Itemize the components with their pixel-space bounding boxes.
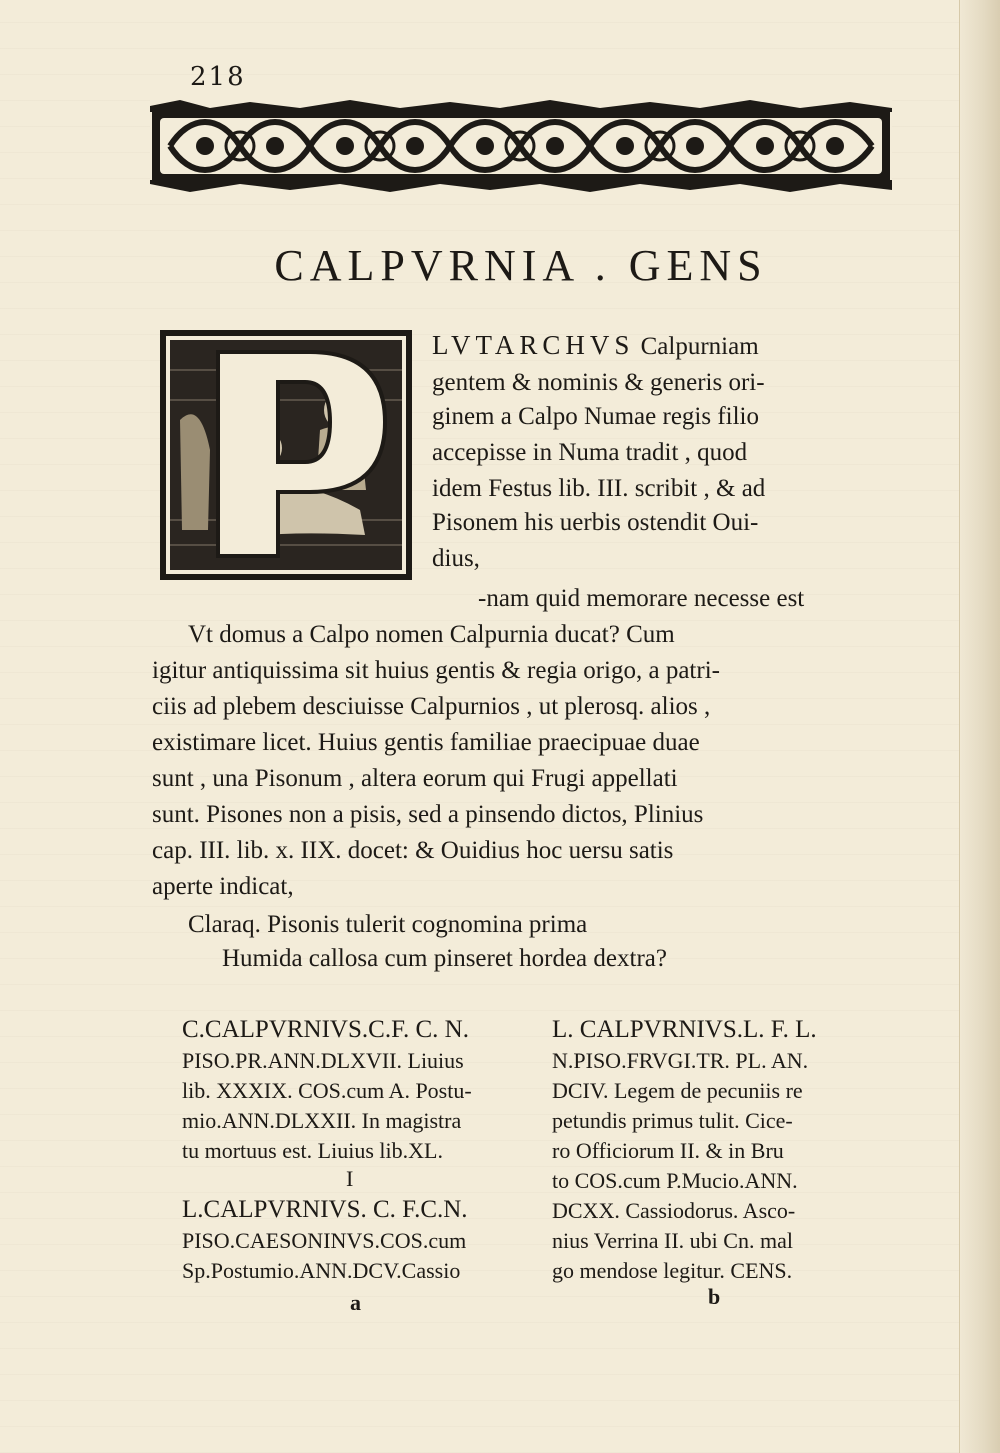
body-line-1 — [432, 330, 759, 362]
left-entry1-line-3: mio.ANN.DLXXII. In magistra — [182, 1108, 462, 1133]
right-entry1-line-3: petundis primus tulit. Cice- — [552, 1108, 793, 1133]
verse-line-1: -nam quid memorare necesse est — [478, 585, 805, 612]
page-number: 218 — [190, 62, 246, 92]
verse-line-3: Claraq. Pisonis tulerit cognomina prima — [188, 911, 588, 938]
body-line-4: accepisse in Numa tradit , quod — [432, 439, 748, 466]
body-line-1-text: Calpurniam — [640, 333, 759, 360]
right-entry1-line-1: N.PISO.FRVGI.TR. PL. AN. — [552, 1048, 809, 1073]
right-entry1-line-8: go mendose legitur. CENS. — [552, 1258, 793, 1283]
signature-mark-b: b — [708, 1284, 721, 1309]
left-entry2-line-1: PISO.CAESONINVS.COS.cum — [182, 1228, 467, 1253]
section-title: CALPVRNIA . GENS — [274, 241, 768, 290]
verse-line-4: Humida callosa cum pinseret hordea dextra? — [222, 945, 667, 972]
right-entry1-line-6: DCXX. Cassiodorus. Asco- — [552, 1198, 796, 1223]
lead-small-caps: LVTARCHVS — [432, 330, 635, 360]
left-entry2-heading: L.CALPVRNIVS. C. F.C.N. — [182, 1196, 468, 1223]
left-entry1-heading: C.CALPVRNIVS.C.F. C. N. — [182, 1016, 469, 1043]
headpiece-ornament — [150, 100, 892, 192]
right-entry1-line-4: ro Officiorum II. & in Bru — [552, 1138, 784, 1163]
left-entry2-line-2: Sp.Postumio.ANN.DCV.Cassio — [182, 1258, 461, 1283]
left-entry1-line-4: tu mortuus est. Liuius lib.XL. — [182, 1138, 443, 1163]
body-line-15: cap. III. lib. x. IIX. docet: & Ouidius hoc uersu satis — [152, 837, 674, 864]
body-line-3: ginem a Calpo Numae regis filio — [432, 403, 760, 430]
left-entry1-line-2: lib. XXXIX. COS.cum A. Postu- — [182, 1078, 472, 1103]
left-entry1-line-1: PISO.PR.ANN.DLXVII. Liuius — [182, 1048, 464, 1073]
right-entry1-line-7: nius Verrina II. ubi Cn. mal — [552, 1228, 793, 1253]
right-entry1-line-5: to COS.cum P.Mucio.ANN. — [552, 1168, 798, 1193]
body-line-7: dius, — [432, 545, 480, 572]
body-line-5: idem Festus lib. III. scribit , & ad — [432, 475, 766, 502]
left-entry1-marker: I — [346, 1166, 354, 1191]
body-line-14: sunt. Pisones non a pisis, sed a pinsendo dictos, Plinius — [152, 801, 704, 828]
signature-mark-a: a — [350, 1290, 361, 1315]
body-line-2: gentem & nominis & generis ori- — [432, 369, 765, 396]
body-line-13: sunt , una Pisonum , altera eorum qui Frugi appellati — [152, 765, 678, 792]
body-line-12: existimare licet. Huius gentis familiae praecipuae duae — [152, 729, 700, 756]
body-line-11: ciis ad plebem desciuisse Calpurnios , ut plerosq. alios , — [152, 693, 711, 720]
page-gutter — [959, 0, 1000, 1453]
right-entry1-line-2: DCIV. Legem de pecuniis re — [552, 1078, 803, 1103]
body-line-16: aperte indicat, — [152, 873, 294, 900]
right-entry1-heading: L. CALPVRNIVS.L. F. L. — [552, 1016, 817, 1043]
historiated-initial-p — [160, 330, 412, 580]
body-line-10: igitur antiquissima sit huius gentis & regia origo, a patri- — [152, 657, 720, 684]
body-line-6: Pisonem his uerbis ostendit Oui- — [432, 509, 759, 536]
verse-line-2: Vt domus a Calpo nomen Calpurnia ducat? Cum — [188, 621, 675, 648]
